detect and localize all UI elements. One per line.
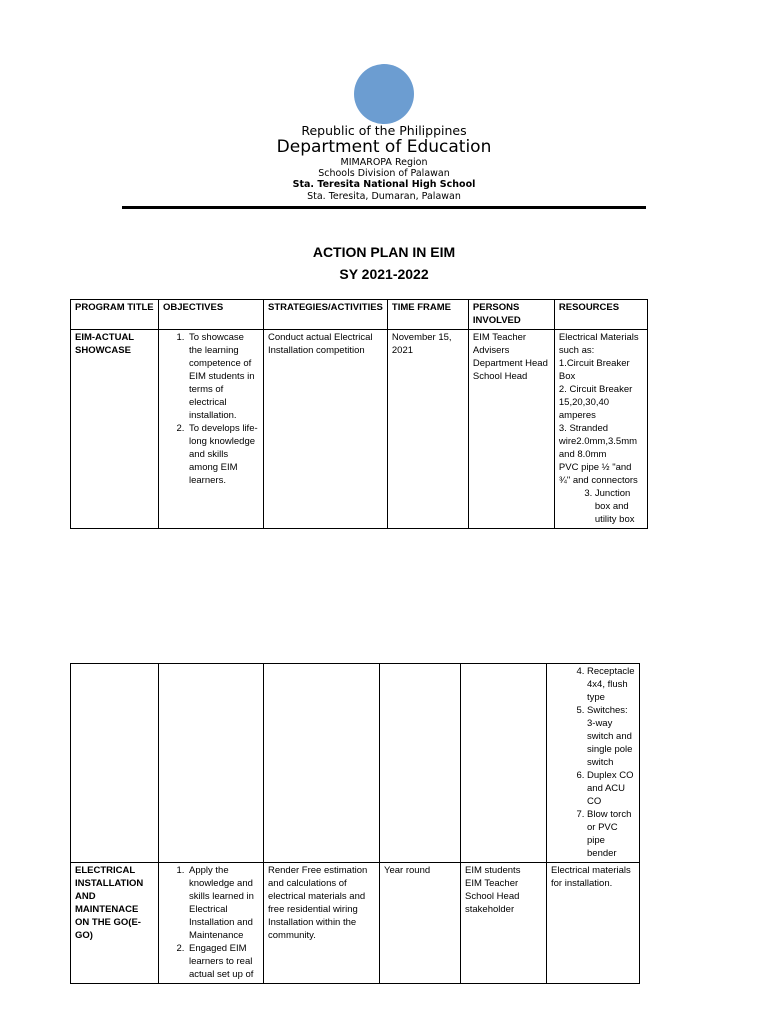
header-republic: Republic of the Philippines bbox=[301, 123, 467, 138]
resource-item: 5. Switches: 3-way switch and single pole switch bbox=[587, 704, 635, 769]
person-item: EIM students bbox=[465, 865, 521, 876]
resource-line: 2. Circuit Breaker 15,20,30,40 amperes bbox=[558, 384, 633, 421]
empty-cell bbox=[380, 664, 461, 863]
empty-cell bbox=[264, 664, 380, 863]
person-item: stakeholder bbox=[465, 904, 515, 915]
time-frame-cell: Year round bbox=[380, 863, 461, 984]
action-plan-table-continued bbox=[70, 663, 640, 984]
resources-cell: Electrical materials for installation. bbox=[547, 863, 640, 984]
header-department: Department of Education bbox=[276, 137, 492, 157]
col-header-objectives: OBJECTIVES bbox=[159, 300, 264, 330]
objectives-cell bbox=[159, 330, 264, 529]
objective-item: 1. To showcase the learning competence of EIM students in terms of electrical installation. bbox=[187, 331, 259, 422]
objective-item: 1. Apply the knowledge and skills learned in Electrical Installation and Maintenance bbox=[187, 864, 259, 942]
resource-item: 7. Blow torch or PVC pipe bender bbox=[587, 808, 635, 860]
program-title-cell: ELECTRICAL INSTALLATION AND MAINTENACE ON THE GO(E-GO) bbox=[71, 863, 159, 984]
table-row bbox=[71, 330, 648, 529]
program-title-cell: EIM-ACTUAL SHOWCASE bbox=[71, 330, 159, 529]
resource-item: 3. Junction box and utility box bbox=[595, 487, 643, 526]
person-item: Department Head bbox=[472, 358, 548, 369]
header-region: MIMAROPA Region bbox=[340, 157, 428, 168]
col-header-time-frame: TIME FRAME bbox=[387, 300, 468, 330]
header-division: Schools Division of Palawan bbox=[318, 168, 450, 179]
document-title: ACTION PLAN IN EIM bbox=[312, 244, 456, 260]
resource-line: Electrical Materials such as: bbox=[558, 332, 639, 356]
time-frame-cell: November 15, 2021 bbox=[387, 330, 468, 529]
resource-line: 3. Stranded wire2.0mm,3.5mm and 8.0mm bbox=[558, 423, 638, 460]
resource-line: PVC pipe ½ "and ¾" and connectors bbox=[558, 462, 638, 486]
header-address: Sta. Teresita, Dumaran, Palawan bbox=[307, 191, 461, 202]
objective-item: 2. Engaged EIM learners to real actual set up of bbox=[187, 942, 259, 981]
col-header-strategies: STRATEGIES/ACTIVITIES bbox=[264, 300, 388, 330]
resources-cell bbox=[547, 664, 640, 863]
deped-seal bbox=[354, 64, 414, 124]
person-item: EIM Teacher bbox=[465, 878, 519, 889]
strategies-cell: Render Free estimation and calculations of electrical materials and free residential wiring Installation within the community. bbox=[264, 863, 380, 984]
table-row bbox=[71, 664, 640, 863]
col-header-persons: PERSONS INVOLVED bbox=[468, 300, 554, 330]
person-item: Advisers bbox=[472, 345, 510, 356]
empty-cell bbox=[159, 664, 264, 863]
person-item: EIM Teacher bbox=[472, 332, 527, 343]
resource-line: 1.Circuit Breaker Box bbox=[558, 358, 630, 382]
person-item: School Head bbox=[465, 891, 520, 902]
objectives-cell bbox=[159, 863, 264, 984]
strategies-cell: Conduct actual Electrical Installation competition bbox=[264, 330, 388, 529]
persons-cell bbox=[461, 863, 547, 984]
action-plan-table bbox=[70, 299, 648, 529]
empty-cell bbox=[461, 664, 547, 863]
table-header-row bbox=[71, 300, 648, 330]
school-year: SY 2021-2022 bbox=[339, 266, 429, 282]
objective-item: 2. To develops life-long knowledge and skills among EIM learners. bbox=[187, 422, 259, 487]
resource-item: 6. Duplex CO and ACU CO bbox=[587, 769, 635, 808]
header-school: Sta. Teresita National High School bbox=[292, 179, 476, 190]
table-row bbox=[71, 863, 640, 984]
resources-cell bbox=[554, 330, 647, 529]
resource-item: 4. Receptacle 4x4, flush type bbox=[587, 665, 635, 704]
col-header-program: PROGRAM TITLE bbox=[71, 300, 159, 330]
empty-cell bbox=[71, 664, 159, 863]
persons-cell bbox=[468, 330, 554, 529]
header-divider bbox=[122, 206, 646, 209]
col-header-resources: RESOURCES bbox=[554, 300, 647, 330]
person-item: School Head bbox=[472, 371, 528, 382]
